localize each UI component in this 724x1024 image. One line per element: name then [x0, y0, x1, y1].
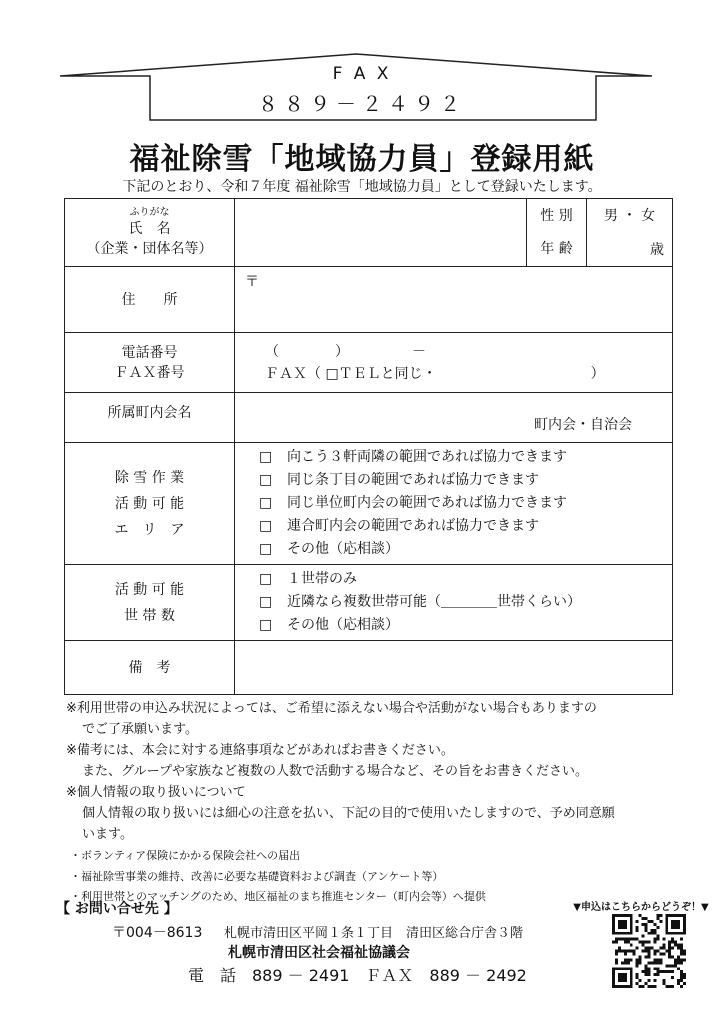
bullet-item: ・ボランティア保険にかかる保険会社への届出 [70, 849, 301, 862]
age-unit: 歳 [650, 242, 664, 259]
phone-label: 電話番号 [121, 344, 178, 361]
chokai-label: 所属町内会名 [65, 393, 235, 443]
area-label-cell [65, 443, 235, 565]
area-option-3[interactable]: □ 同じ単位町内会の範囲であれば協力できます [235, 492, 672, 515]
note-3-body-cont: います。 [82, 827, 133, 842]
note-3: ※個人情報の取り扱いについて [66, 785, 246, 800]
households-option-1[interactable]: □ １世帯のみ [235, 568, 672, 591]
address-label: 住 所 [65, 267, 235, 333]
area-label-1: 除 雪 作 業 [114, 469, 185, 486]
notes-section [66, 698, 686, 907]
checkbox-icon: □ [259, 495, 273, 511]
area-option-5[interactable]: □ その他（応相談） [235, 538, 672, 561]
area-label-3: エ リ ア [114, 521, 185, 538]
phone-template: （ ） － [265, 343, 426, 360]
chokai-suffix: 町内会・自治会 [534, 417, 632, 433]
qr-code[interactable] [612, 914, 686, 988]
note-1-cont: でご了承願います。 [82, 722, 198, 737]
postal-mark: 〒 [245, 274, 259, 290]
remarks-label: 備 考 [65, 641, 235, 695]
checkbox-icon: □ [259, 449, 273, 465]
households-options [235, 565, 673, 641]
checkbox-icon: □ [259, 617, 273, 633]
name-input-field[interactable] [235, 199, 527, 267]
bullet-item: ・福祉除雪事業の維持、改善に必要な基礎資料および調査（アンケート等） [70, 870, 444, 883]
area-option-1[interactable]: □ 向こう３軒両隣の範囲であれば協力できます [235, 446, 672, 469]
checkbox-icon: □ [259, 472, 273, 488]
households-label-1: 活 動 可 能 [114, 581, 185, 598]
area-label-2: 活 動 可 能 [114, 495, 185, 512]
note-1: ※利用世帯の申込み状況によっては、ご希望に添えない場合や活動がない場合もありますの [66, 701, 597, 716]
remarks-field[interactable] [235, 641, 673, 695]
name-label-cell [65, 199, 235, 267]
name-sub-label: （企業・団体名等） [86, 240, 213, 257]
area-option-2[interactable]: □ 同じ条丁目の範囲であれば協力できます [235, 469, 672, 492]
checkbox-icon: □ [259, 541, 273, 557]
area-options [235, 443, 673, 565]
contact-postal: 〒004－8613 [112, 925, 203, 941]
households-option-2[interactable]: □ 近隣なら複数世帯可能（＿＿＿＿世帯くらい） [235, 591, 672, 614]
note-3-body: 個人情報の取り扱いには細心の注意を払い、下記の目的で使用いたしますので、予め同意願 [82, 806, 615, 821]
phone-fax-field[interactable] [235, 333, 673, 393]
note-2-cont: また、グループや家族など複数の人数で活動する場合など、その旨をお書きください。 [82, 764, 588, 779]
area-option-4[interactable]: □ 連合町内会の範囲であれば協力できます [235, 515, 672, 538]
note-2: ※備考には、本会に対する連絡事項などがあればお書きください。 [66, 743, 454, 758]
age-field[interactable] [587, 233, 673, 267]
phone-fax-label-cell [65, 333, 235, 393]
fax-number: ８８９－２４９２ [258, 92, 466, 116]
fax-label: F A X [332, 64, 392, 84]
bullet-item: ・利用世帯とのマッチングのため、地区福祉のまち推進センター（町内会等）へ提供 [70, 890, 486, 903]
households-option-3[interactable]: □ その他（応相談） [235, 614, 672, 637]
furigana-label: ふりがな [129, 206, 170, 218]
gender-label: 性 別 [527, 199, 587, 233]
address-field[interactable] [235, 267, 673, 333]
households-label-2: 世 帯 数 [124, 607, 175, 624]
checkbox-icon: □ [259, 518, 273, 534]
intro-text: 下記のとおり、令和７年度 福祉除雪「地域協力員」として登録いたします。 [122, 179, 602, 195]
fax-template: ＦＡＸ（ □ＴＥＬと同じ・ ） [265, 365, 605, 382]
households-label-cell [65, 565, 235, 641]
contact-phone-line: 電 話 889 － 2491 ＦＡＸ 889 － 2492 [188, 966, 527, 985]
age-label: 年 齢 [527, 233, 587, 267]
name-label: 氏 名 [128, 220, 171, 237]
fax-number-label: ＦＡＸ番号 [114, 364, 185, 381]
contact-address: 札幌市清田区平岡１条１丁目 清田区総合庁舎３階 [224, 926, 524, 941]
qr-caption: ▼申込はこちらからどうぞ！▼ [573, 902, 709, 913]
checkbox-icon: □ [259, 571, 273, 587]
page-title: 福祉除雪「地域協力員」登録用紙 [129, 142, 595, 177]
chokai-field[interactable] [235, 393, 673, 443]
checkbox-icon: □ [259, 594, 273, 610]
gender-choice[interactable]: 男 ・ 女 [587, 199, 673, 233]
contact-heading: 【 お問い合せ先 】 [56, 901, 178, 917]
contact-org: 札幌市清田区社会福祉協議会 [228, 945, 410, 961]
registration-form [64, 198, 673, 695]
